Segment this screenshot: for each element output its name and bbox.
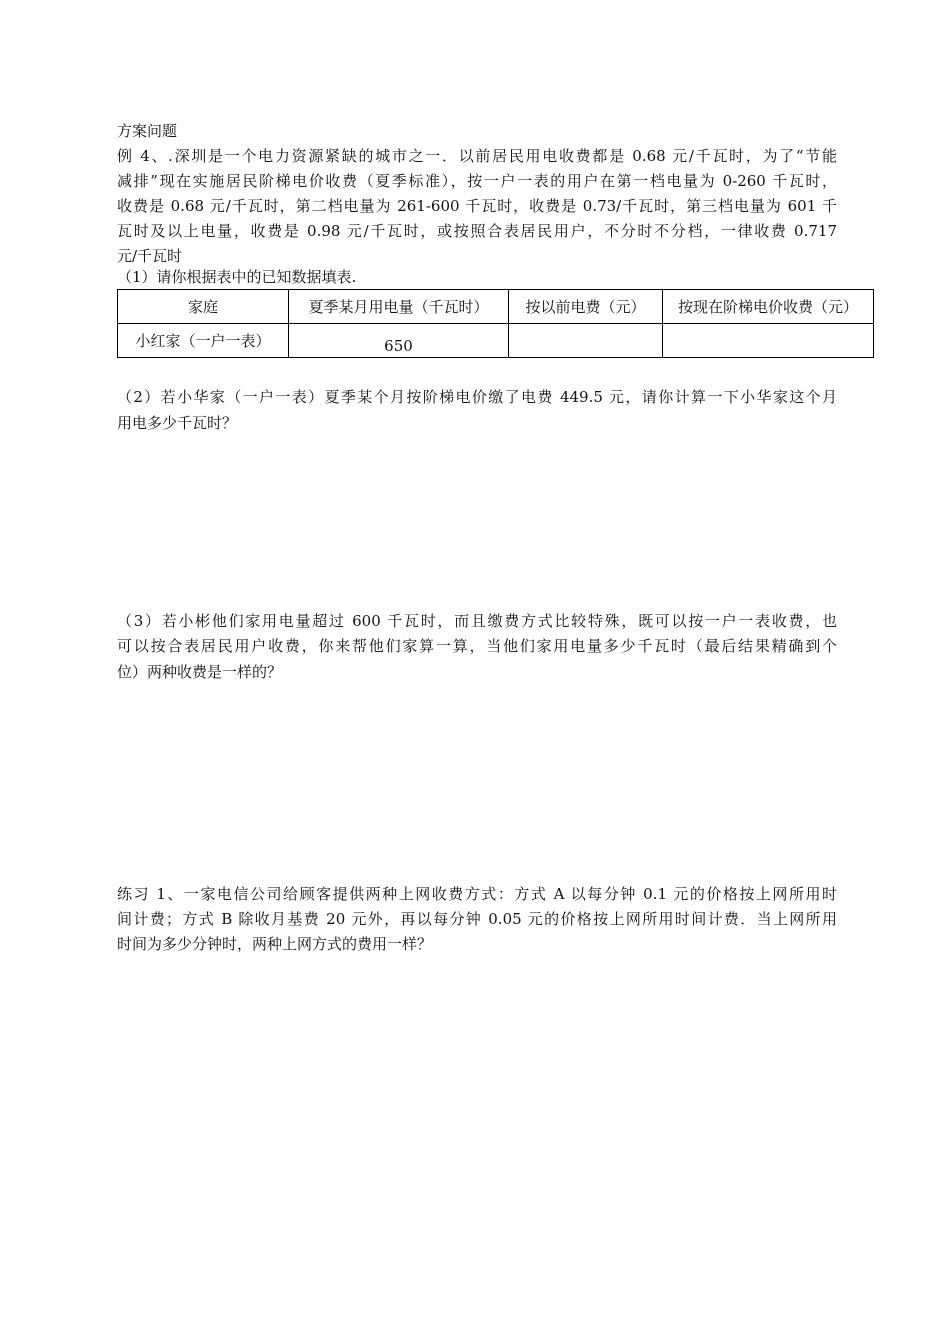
table-cell-family: 小红家（一户一表） [118, 324, 289, 358]
question-2-line-1: （2）若小华家（一户一表）夏季某个月按阶梯电价缴了电费 449.5 元，请你计算一下小华家这个月 [117, 388, 837, 406]
table-header-cell: 按现在阶梯电价收费（元） [663, 290, 874, 324]
table-row [118, 324, 874, 358]
example-line-2: 减排”现在实施居民阶梯电价收费（夏季标准），按一户一表的用户在第一档电量为 0-260 千瓦时， [117, 172, 837, 190]
fill-in-table [117, 289, 874, 358]
usage-value: 650 [384, 336, 413, 355]
question-3-line-1: （3）若小彬他们家用电量超过 600 千瓦时，而且缴费方式比较特殊，既可以按一户一表收费，也 [117, 612, 837, 630]
question-3-line-3: 位）两种收费是一样的？ [117, 663, 283, 681]
table-header-cell: 按以前电费（元） [509, 290, 663, 324]
practice-line-1: 练习 1、一家电信公司给顾客提供两种上网收费方式：方式 A 以每分钟 0.1 元的价格按上网所用时 [117, 885, 837, 903]
question-2-line-2: 用电多少千瓦时？ [117, 414, 238, 432]
table-header-cell: 夏季某月用电量（千瓦时） [289, 290, 509, 324]
practice-line-3: 时间为多少分钟时，两种上网方式的费用一样？ [117, 935, 433, 953]
table-header-cell: 家庭 [118, 290, 289, 324]
table-header-row [118, 290, 874, 324]
question-1: （1）请你根据表中的已知数据填表. [117, 268, 357, 286]
example-line-5: 元/千瓦时 [117, 247, 183, 265]
example-line-3: 收费是 0.68 元/千瓦时，第二档电量为 261-600 千瓦时，收费是 0.73/千瓦时，第三档电量为 601 千 [117, 197, 837, 215]
table-cell-usage [289, 324, 509, 358]
question-3-line-2: 可以按合表居民用户收费，你来帮他们家算一算，当他们家用电量多少千瓦时（最后结果精确到个 [117, 637, 837, 655]
example-line-4: 瓦时及以上电量，收费是 0.98 元/千瓦时，或按照合表居民用户，不分时不分档，一律收费 0.717 [117, 222, 837, 240]
section-title: 方案问题 [117, 122, 178, 140]
example-line-1: 例 4、.深圳是一个电力资源紧缺的城市之一．以前居民用电收费都是 0.68 元/千瓦时，为了“节能 [117, 147, 837, 165]
table-cell-old-fee[interactable] [509, 324, 663, 358]
practice-line-2: 间计费；方式 B 除收月基费 20 元外，再以每分钟 0.05 元的价格按上网所用时间计费．当上网所用 [117, 910, 837, 928]
table-cell-new-fee[interactable] [663, 324, 874, 358]
